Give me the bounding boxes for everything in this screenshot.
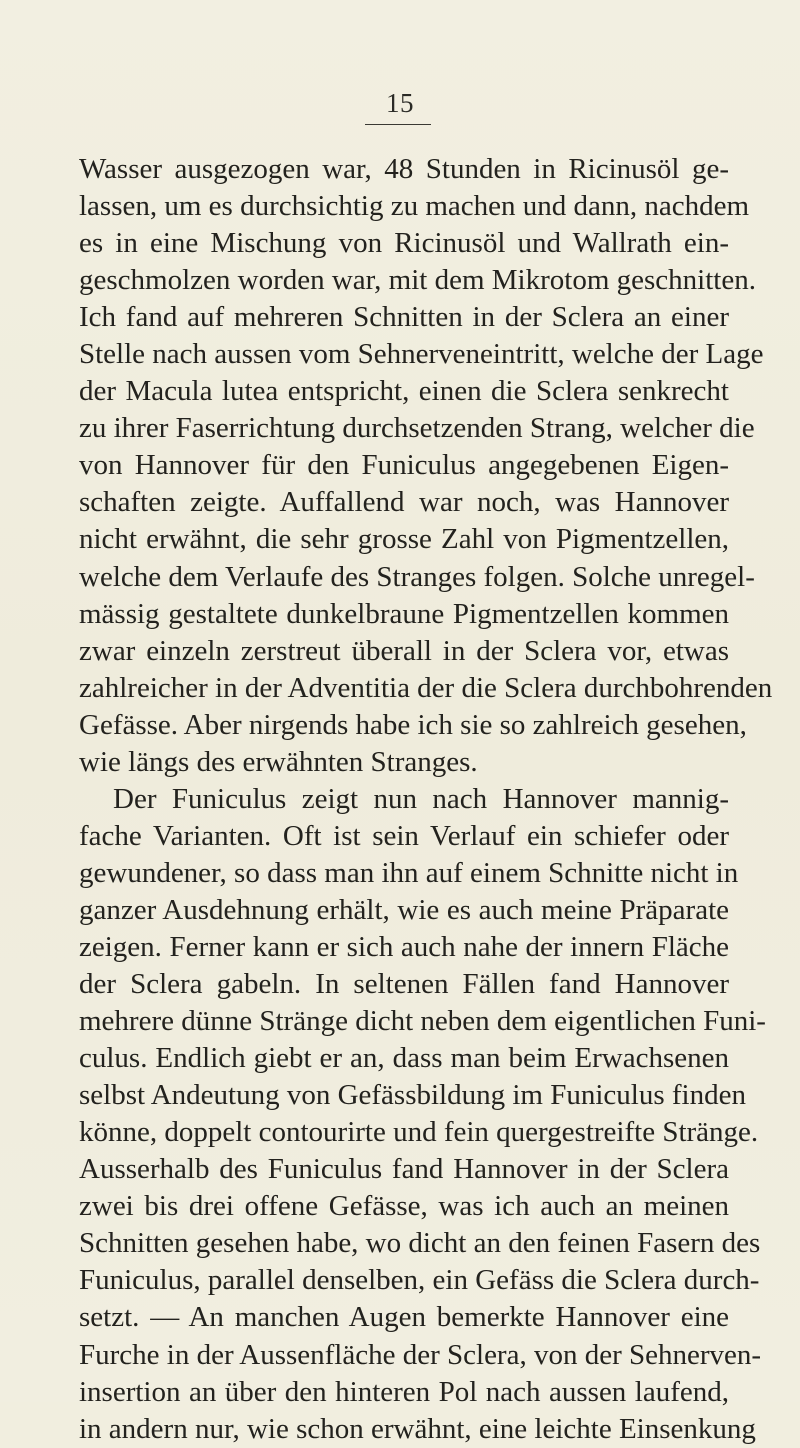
text-line: selbst Andeutung von Gefässbildung im Funiculus finden	[79, 1079, 746, 1112]
text-line: Ich fand auf mehreren Schnitten in der Sclera an einer	[79, 301, 729, 334]
text-line: zwei bis drei offene Gefässe, was ich auch an meinen	[79, 1190, 729, 1223]
text-line: Funiculus, parallel denselben, ein Gefäss die Sclera durch-	[79, 1264, 760, 1297]
text-line: setzt. — An manchen Augen bemerkte Hannover eine	[79, 1301, 729, 1334]
text-line: von Hannover für den Funiculus angegebenen Eigen-	[79, 449, 729, 482]
text-line: könne, doppelt contourirte und fein quergestreifte Stränge.	[79, 1116, 759, 1149]
text-line: Stelle nach aussen vom Sehnerveneintritt, welche der Lage	[79, 338, 764, 371]
text-line: Furche in der Aussenfläche der Sclera, von der Sehnerven-	[79, 1338, 762, 1371]
text-line: welche dem Verlaufe des Stranges folgen. Solche unregel-	[79, 560, 755, 593]
text-line: gewundener, so dass man ihn auf einem Schnitte nicht in	[79, 856, 739, 889]
text-line: lassen, um es durchsichtig zu machen und dann, nachdem	[79, 190, 750, 223]
text-line: zahlreicher in der Adventitia der die Sclera durchbohrenden	[79, 671, 773, 704]
text-line: mehrere dünne Stränge dicht neben dem eigentlichen Funi-	[79, 1005, 766, 1038]
text-line: es in eine Mischung von Ricinusöl und Wallrath ein-	[79, 227, 729, 260]
text-line: der Macula lutea entspricht, einen die Sclera senkrecht	[79, 375, 729, 408]
text-line: zeigen. Ferner kann er sich auch nahe der innern Fläche	[79, 930, 729, 963]
text-line: in andern nur, wie schon erwähnt, eine leichte Einsenkung	[79, 1412, 756, 1445]
text-line: Gefässe. Aber nirgends habe ich sie so zahlreich gesehen,	[79, 708, 747, 741]
text-line: der Sclera gabeln. In seltenen Fällen fand Hannover	[79, 968, 729, 1001]
text-line: Wasser ausgezogen war, 48 Stunden in Ricinusöl ge-	[79, 153, 729, 185]
text-line: schaften zeigte. Auffallend war noch, was Hannover	[79, 486, 729, 519]
text-line: zwar einzeln zerstreut überall in der Sclera vor, etwas	[79, 634, 729, 667]
text-line: fache Varianten. Oft ist sein Verlauf ein schiefer oder	[79, 819, 729, 852]
text-line: Ausserhalb des Funiculus fand Hannover in der Sclera	[79, 1153, 729, 1186]
text-line: Der Funiculus zeigt nun nach Hannover mannig-	[113, 782, 729, 815]
text-line: Schnitten gesehen habe, wo dicht an den feinen Fasern des	[79, 1227, 761, 1260]
page-number-underline	[365, 124, 431, 125]
text-line: ganzer Ausdehnung erhält, wie es auch meine Präparate	[79, 893, 729, 926]
page-number: 15	[386, 88, 414, 118]
text-line: culus. Endlich giebt er an, dass man beim Erwachsenen	[79, 1042, 729, 1075]
text-line: zu ihrer Faserrichtung durchsetzenden Strang, welcher die	[79, 412, 755, 445]
text-line: mässig gestaltete dunkelbraune Pigmentzellen kommen	[79, 597, 729, 630]
text-line: insertion an über den hinteren Pol nach aussen laufend,	[79, 1375, 729, 1408]
text-line: geschmolzen worden war, mit dem Mikrotom geschnitten.	[79, 264, 756, 297]
text-line: nicht erwähnt, die sehr grosse Zahl von Pigmentzellen,	[79, 523, 729, 556]
body-text	[79, 151, 773, 1448]
text-line: wie längs des erwähnten Stranges.	[79, 745, 478, 778]
